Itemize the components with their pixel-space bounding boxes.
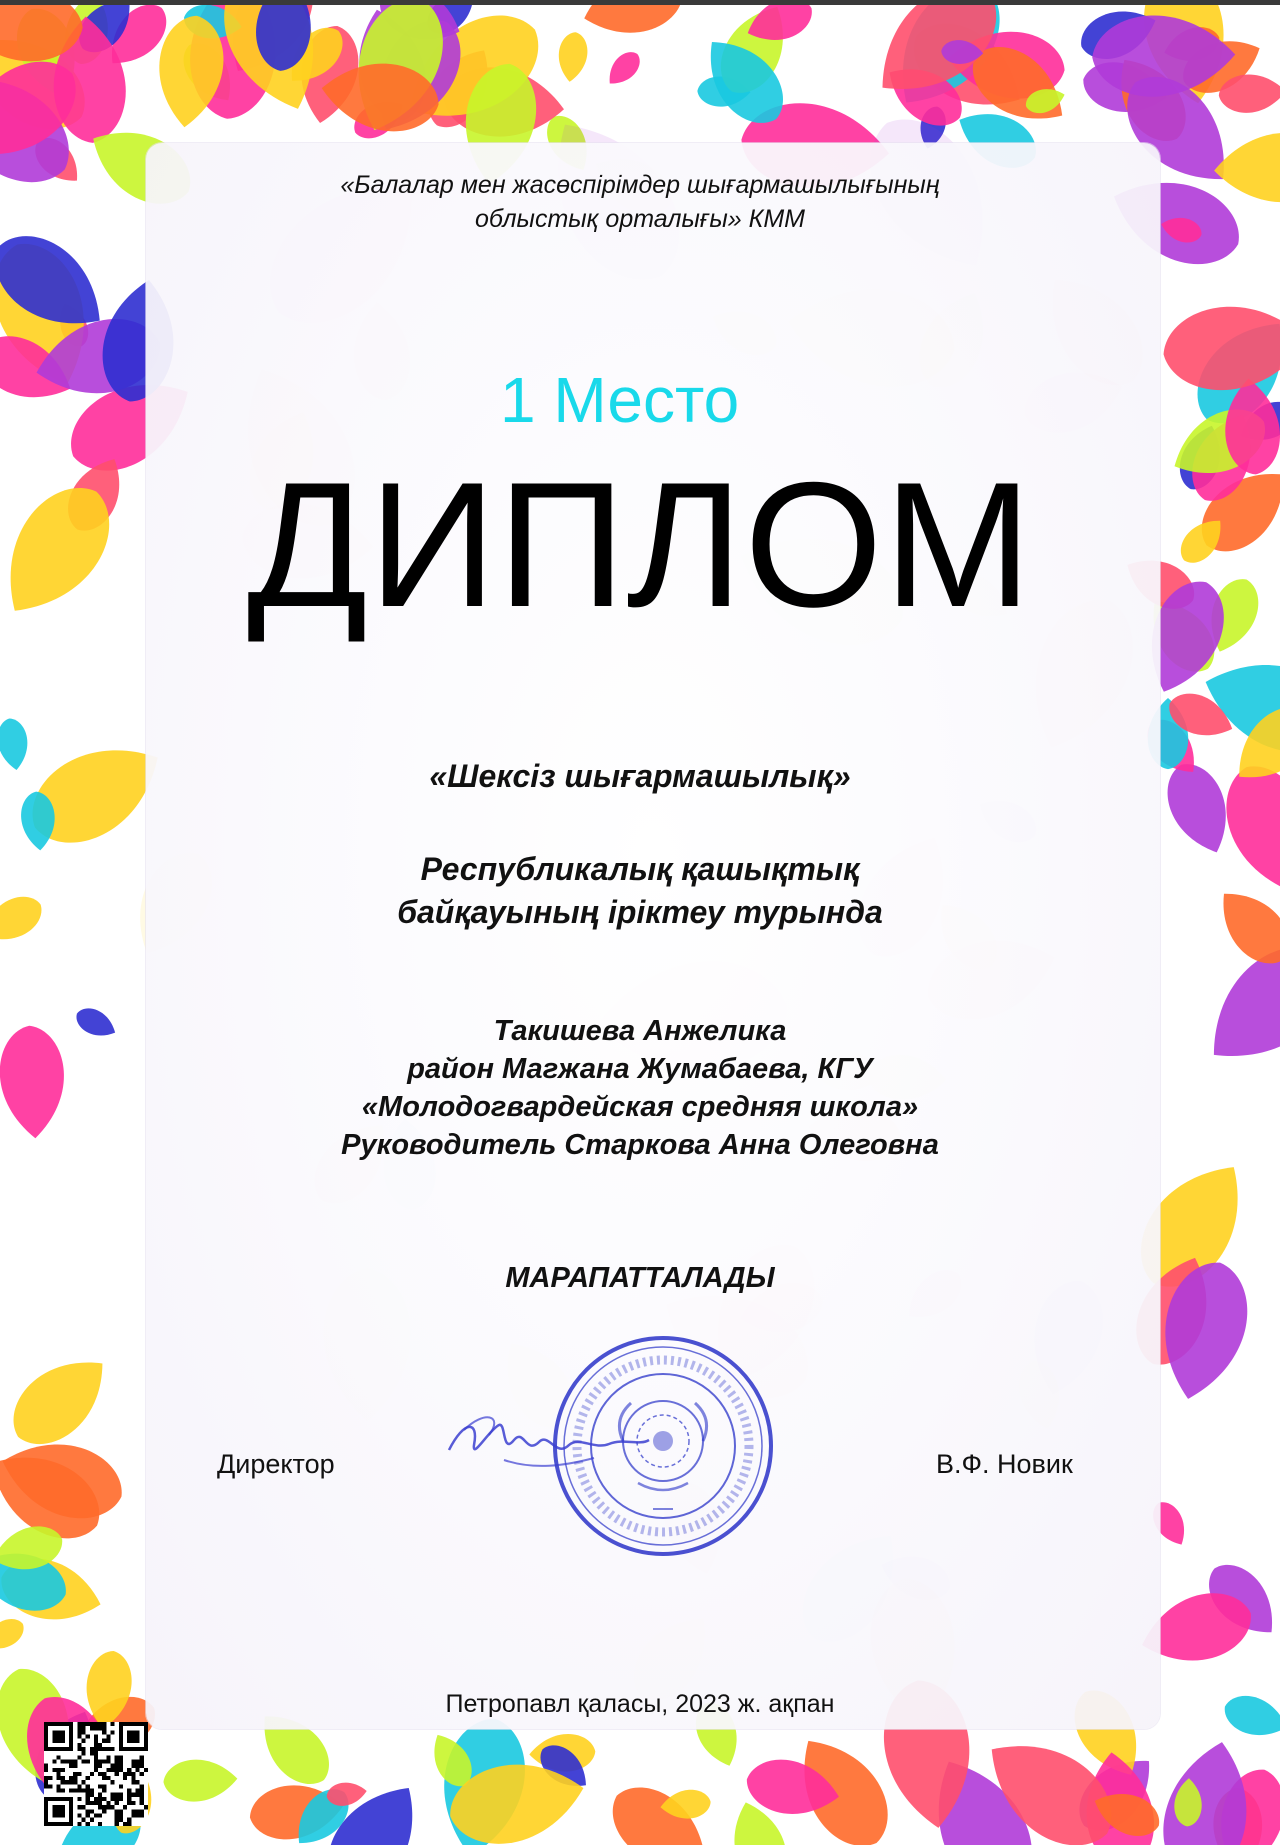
window-top-bar [0, 0, 1280, 5]
director-label: Директор [217, 1449, 335, 1479]
director-name: В.Ф. Новик [936, 1449, 1073, 1479]
contest-stage [0, 848, 1280, 934]
participant-school: «Молодогвардейская средняя школа» [361, 1091, 919, 1123]
place-label: 1 Место [500, 364, 740, 436]
participant-district: район Магжана Жумабаева, КГУ [407, 1053, 873, 1085]
organization-line-2: облыстық орталығы» КММ [475, 205, 805, 233]
decorative-petal [556, 30, 590, 83]
signature-icon [444, 1400, 654, 1480]
qr-code-icon [44, 1719, 148, 1829]
decorative-petal [601, 46, 645, 91]
organization-header [0, 168, 1280, 236]
footer-place-date: Петропавл қаласы, 2023 ж. ақпан [445, 1690, 835, 1718]
contest-stage-line-2: байқауының іріктеу турында [397, 894, 883, 930]
awarded-text: МАРАПАТТАЛАДЫ [505, 1262, 775, 1294]
participant-block [0, 1012, 1280, 1164]
decorative-petal [0, 1613, 29, 1658]
organization-line-1: «Балалар мен жасөспірімдер шығармашылығының [340, 171, 940, 199]
contest-stage-line-1: Республикалық қашықтық [420, 851, 860, 887]
participant-supervisor: Руководитель Старкова Анна Олеговна [341, 1129, 939, 1161]
decorative-petal [162, 1758, 238, 1803]
decorative-petal [576, 0, 690, 46]
participant-name: Такишева Анжелика [493, 1015, 787, 1047]
decorative-petal [0, 1339, 123, 1460]
contest-name: «Шексіз шығармашылық» [429, 758, 851, 794]
diploma-title: ДИПЛОМ [247, 445, 1033, 644]
